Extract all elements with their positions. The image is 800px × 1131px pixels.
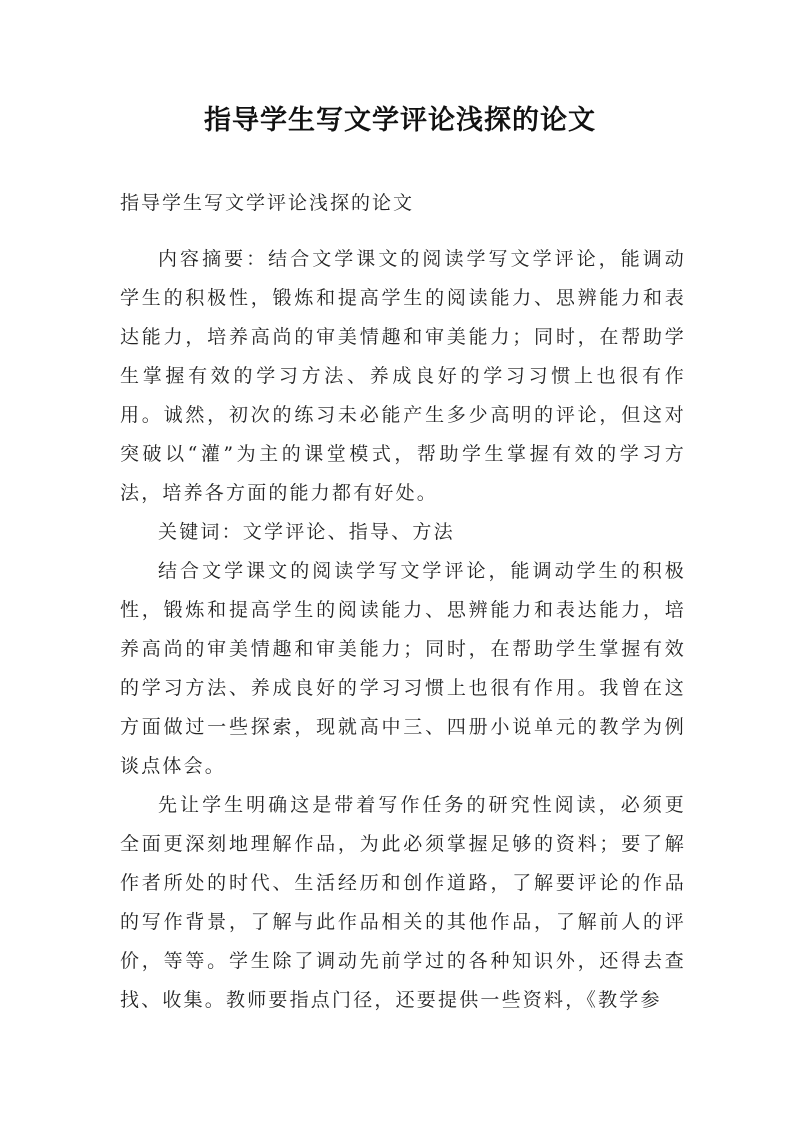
- document-body: [120, 240, 686, 1020]
- body-paragraph: 结合文学课文的阅读学写文学评论，能调动学生的积极性，锻炼和提高学生的阅读能力、思辨能力和表达能力，培养高尚的审美情趣和审美能力；同时，在帮助学生掌握有效的学习方法、养成良好的学习习惯上也很有作用。我曾在这方面做过一些探索，现就高中三、四册小说单元的教学为例谈点体会。: [120, 560, 686, 777]
- abstract-paragraph: 内容摘要：结合文学课文的阅读学写文学评论，能调动学生的积极性，锻炼和提高学生的阅读能力、思辨能力和表达能力，培养高尚的审美情趣和审美能力；同时，在帮助学生掌握有效的学习方法、养成良好的学习习惯上也很有作用。诚然，初次的练习未必能产生多少高明的评论，但这对突破以“灌”为主的课堂模式，帮助学生掌握有效的学习方法，培养各方面的能力都有好处。: [120, 248, 686, 504]
- body-paragraph: 先让学生明确这是带着写作任务的研究性阅读，必须更全面更深刻地理解作品，为此必须掌握足够的资料；要了解作者所处的时代、生活经历和创作道路，了解要评论的作品的写作背景，了解与此作品相关的其他作品，了解前人的评价，等等。学生除了调动先前学过的各种知识外，还得去查找、收集。教师要指点门径，还要提供一些资料，《教学参: [120, 794, 686, 1011]
- document-title: 指导学生写文学评论浅探的论文: [204, 105, 596, 136]
- keywords-paragraph: 关键词：文学评论、指导、方法: [158, 521, 455, 543]
- document-subtitle: 指导学生写文学评论浅探的论文: [120, 192, 415, 214]
